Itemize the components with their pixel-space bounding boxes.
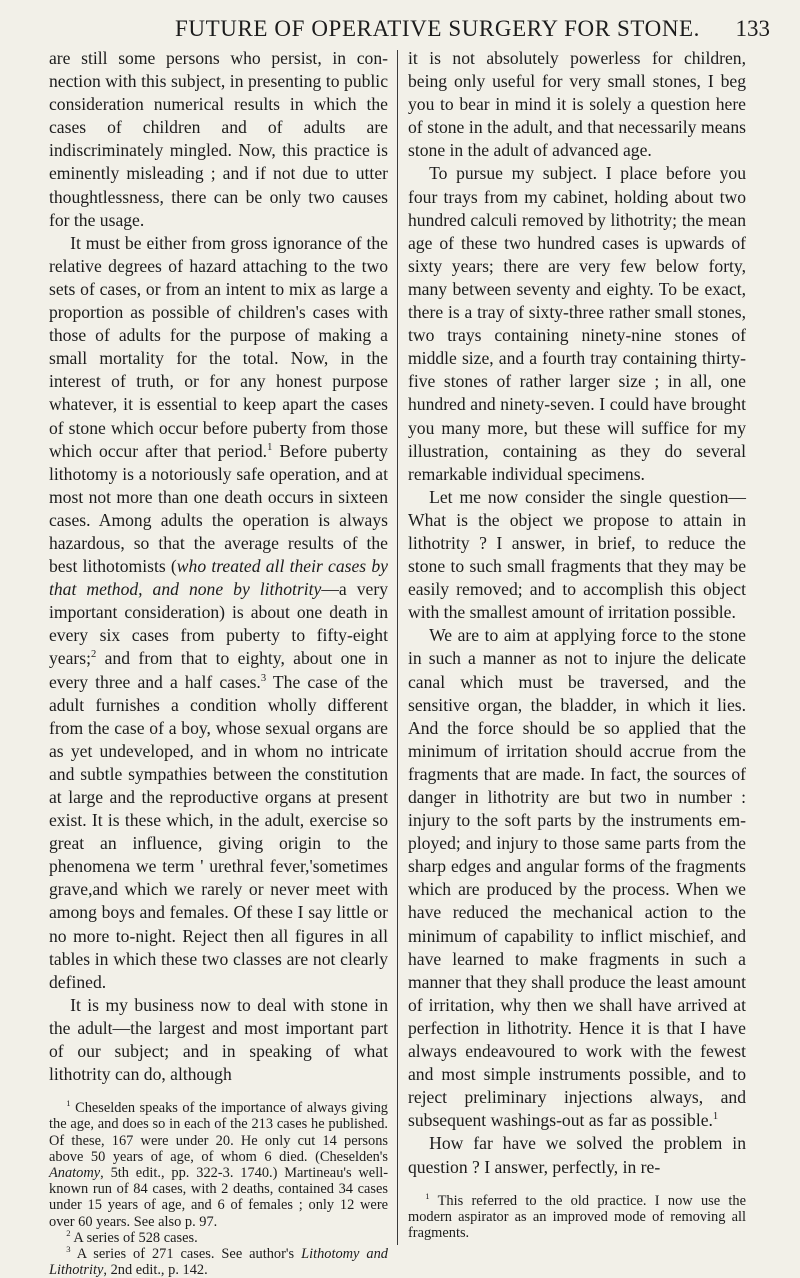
footnote: $^1$ This referred to the old practice. I now use the modern aspirator as an improved mode of removing all fragments. <box>408 1190 747 1241</box>
footnotes <box>49 1100 388 1278</box>
footnote-ref: 2 <box>91 649 97 661</box>
footnote: $^1$ Cheselden speaks of the importance of always giving the age, and does so in each of the 213 cases he published. Of these, 167 were under 20. He only cut 14 persons above 50 years of age, of whom 6 died. (Cheselden's Anatomy, 5th edit., pp. 322-3. 1740.) Martineau's well-known run of 84 cases, with 2 deaths, contained 34 cases under 15 years of age, and 6 of females ; only 12 were over 60 years. See also p. 97. <box>49 1098 388 1230</box>
paragraph: are still some persons who persist, in connection with this subject, in presenting to public consideration numerical results in which the cases of children and of adults are indiscriminately mingled. Now, this practice is eminently misleading ; and if not due to utter thoughtlessness, there can be only two causes for the usage. <box>49 48 388 230</box>
footnote: $^3$ A series of 271 cases. See author's Lithotomy and Lithotrity, 2nd edit., p. 142. <box>49 1244 388 1278</box>
footnote-ref: 3 <box>260 672 267 684</box>
paragraph: It is my business now to deal with stone in the adult—the largest and most important part of our subject; and in speaking of what lithotrity can do, although <box>49 994 388 1085</box>
footnotes <box>408 1190 747 1242</box>
paragraph: How far have we solved the problem in question ? I answer, perfectly, in re- <box>408 1133 746 1177</box>
footnote-ref: 1 <box>712 1111 719 1123</box>
footnote-ref: 1 <box>267 441 273 453</box>
left-column <box>49 47 388 1278</box>
paragraph: We are to aim at applying force to the stone in such a manner as not to injure the delicate canal which must be traversed, and the sensitive organ, the bladder, in which it lies. And the force should be so applied that the minimum of irritation should accrue from the fragments that are made. In fact, the sources of danger in lithotrity are but two in number : injury to the soft parts by the instruments employed; and injury to those same parts from the sharp edges and angular forms of the fragments which are produced by the process. When we have reduced the mechanical action to the minimum of capability to inflict mischief, and have learned to make fragments in such a manner that they shall produce the least amount of irritation, why then we shall have arrived at perfection in lithotrity. Hence it is that I have always endeavoured to work with the fewest and most simple instruments possible, and to reject preliminary injections always, and subsequent washings-out as far as possible.$^1$ <box>408 625 746 1131</box>
right-column <box>408 47 746 1257</box>
paragraph: To pursue my subject. I place before you four trays from my cabinet, holding about two hundred calculi removed by lithotrity; the mean age of these two hundred cases is upwards of sixty years; there are very few below forty, many between seventy and eighty. To be exact, there is a tray of sixty-three rather small stones, two trays containing ninety-nine stones of middle size, and a fourth tray containing thirty-five stones of rather larger size ; in all, one hundred and ninety-seven. I could have brought you many more, but these will suffice for my illustration, containing as they do several remarkable individual specimens. <box>408 163 746 484</box>
paragraph: it is not absolutely powerless for children, being only useful for very small stones, I beg you to bear in mind it is solely a question here of stone in the adult, and that necessarily means stone in the adult of advanced age. <box>408 48 746 161</box>
paragraph: It must be either from gross ignorance of the relative degrees of hazard attaching to the two sets of cases, or from an intent to mix as large a proportion as possible of children's cases with those of adults for the purpose of making a small mortality for the total. Now, in the interest of truth, or for any honest purpose whatever, it is essential to keep apart the cases of stone which occur before puberty from those which occur after that period.$^1$ Before puberty lithotomy is a notoriously safe operation, and at most not more than one death occurs in sixteen cases. Among adults the operation is always hazardous, so that the average results of the best lithotomists (who treated all their cases by that method, and none by lithotrity—a very important consideration) is about one death in every six cases from puberty to fifty-eight years;$^2$ and from that to eighty, about one in every three and a half cases.$^3$ The case of the adult furnishes a condition wholly different from the case of a boy, whose sexual organs are as yet undeveloped, and in whom no intricate and subtle sympathies between the constitution at large and the reproductive organs at present exist. It is these which, in the adult, exercise so great an influence, giving origin to the phenomena we term ' urethral fever,'sometimes grave,and which we rarely or never meet with among boys and females. Of these I say little or no more to-night. Reject then all figures in all tables in which these two classes are not clearly defined. <box>49 232 388 992</box>
page-number: 133 <box>735 16 770 41</box>
running-head <box>0 14 800 41</box>
running-title: FUTURE OF OPERATIVE SURGERY FOR STONE. <box>175 16 701 41</box>
paragraph: Let me now consider the single question—What is the object we propose to attain in lithotrity ? I answer, in brief, to reduce the stone to such small fragments that they may be easily removed; and to accomplish this object with the smallest amount of irritation possible. <box>408 486 746 623</box>
footnote: $^2$ A series of 528 cases. <box>66 1228 198 1246</box>
column-rule <box>397 50 398 1245</box>
